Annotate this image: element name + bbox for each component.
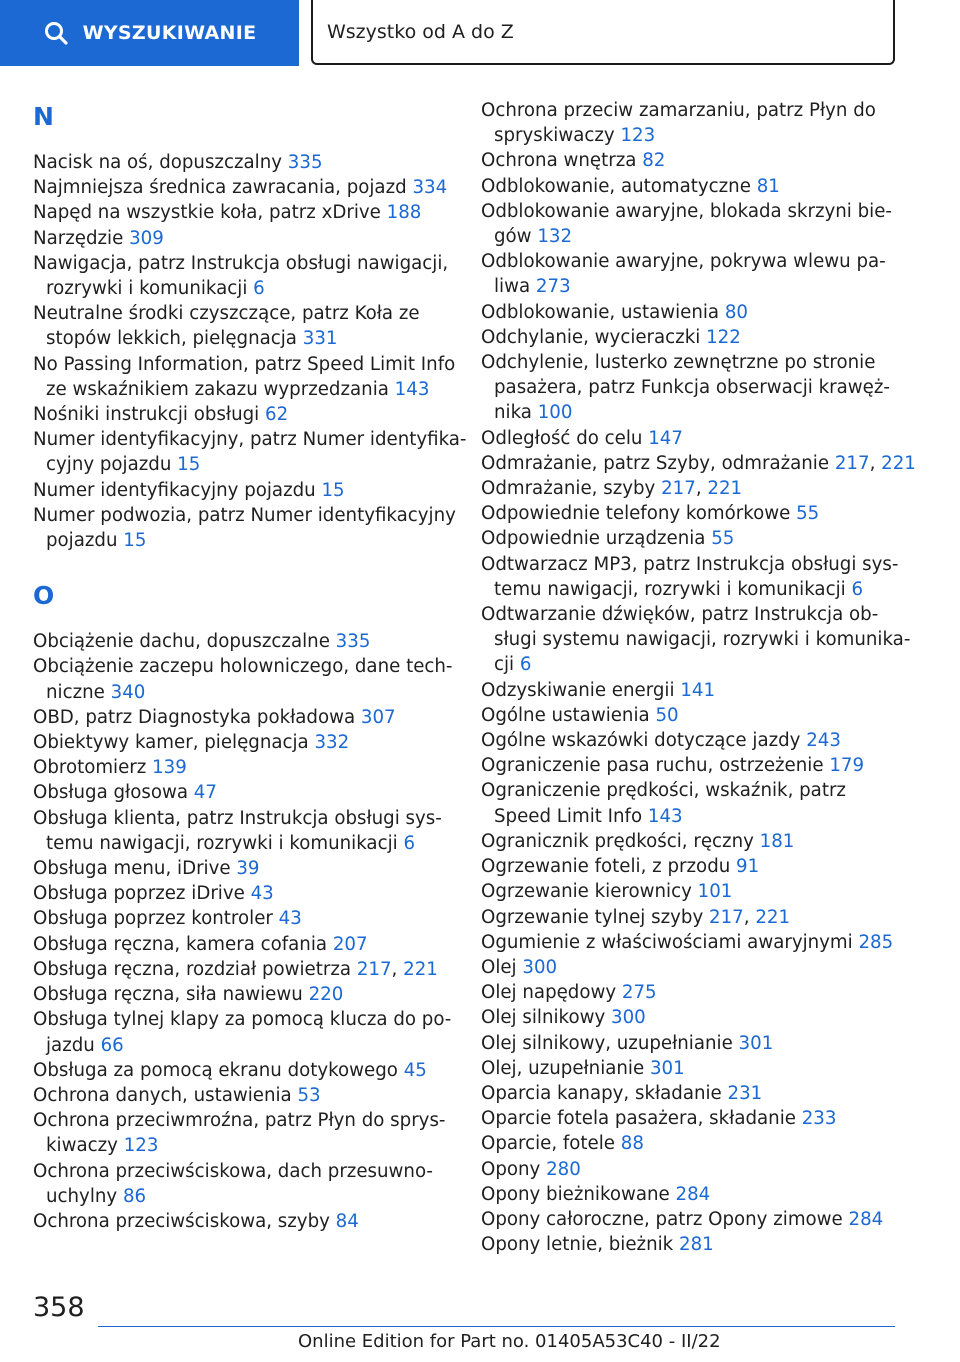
index-entry — [33, 654, 453, 704]
index-entry-text: pasażera, patrz Funkcja obserwacji krawęż- — [494, 377, 890, 399]
index-entry — [481, 778, 901, 828]
page-link[interactable]: 143 — [394, 378, 430, 400]
index-entry — [481, 148, 901, 173]
page-link[interactable]: 188 — [386, 202, 422, 224]
index-entry — [33, 503, 456, 553]
page-link[interactable]: 50 — [655, 704, 679, 726]
page-link[interactable]: 300 — [522, 956, 558, 978]
index-entry: Odmrażanie, patrz Szyby, odmrażanie 217, 221 — [481, 452, 916, 474]
index-entry — [481, 854, 901, 879]
index-entry-text: nika — [494, 402, 538, 424]
page-link[interactable]: 143 — [647, 805, 683, 827]
page-link[interactable]: 301 — [649, 1057, 685, 1079]
index-entry-text: Oparcie fotela pasażera, składanie — [481, 1108, 802, 1130]
page-link[interactable]: 231 — [727, 1082, 763, 1104]
index-entry-text: Obiektywy kamer, pielęgnacja — [33, 732, 315, 754]
page-link[interactable]: 221 — [881, 452, 916, 474]
index-entry-text: Opony całoroczne, patrz Opony zimowe — [481, 1208, 849, 1230]
index-entry-text: Ogólne wskazówki dotyczące jazdy — [481, 730, 807, 752]
page-link[interactable]: 53 — [297, 1084, 321, 1106]
index-entry-text: Odzyskiwanie energii — [481, 679, 681, 701]
index-entry-text: Odchylanie, wycieraczki — [481, 326, 707, 348]
index-entry — [33, 1209, 453, 1234]
index-entry-text: kiwaczy — [46, 1135, 124, 1157]
index-list-o-left — [33, 629, 453, 1234]
search-tab-label: WYSZUKIWANIE — [82, 22, 257, 44]
footer-divider — [98, 1326, 895, 1327]
index-entry-text: spryskiwaczy — [494, 125, 621, 147]
page-link[interactable]: 300 — [611, 1007, 646, 1029]
index-entry — [33, 1058, 453, 1083]
index-entry-text: temu nawigacji, rozrywki i komunikacji — [46, 832, 404, 854]
index-entry-text: Obsługa poprzez kontroler — [33, 908, 279, 930]
index-entry-text: Nośniki instrukcji obsługi — [33, 404, 265, 426]
page-link[interactable]: 80 — [724, 301, 749, 323]
index-entry — [33, 705, 453, 730]
index-entry-text: Ograniczenie prędkości, wskaźnik, patrz — [481, 780, 846, 802]
page-link[interactable]: 273 — [535, 276, 571, 298]
page-link[interactable]: 217 — [356, 958, 392, 980]
index-entry — [33, 629, 453, 654]
section-letter-o: O — [33, 581, 55, 611]
index-entry-text: Obsługa ręczna, rozdział powietrza — [33, 958, 357, 980]
page-link[interactable]: 331 — [302, 328, 338, 350]
index-entry — [481, 199, 901, 249]
page-link[interactable]: 15 — [123, 530, 147, 552]
index-entry — [481, 501, 901, 526]
index-entry — [33, 1083, 453, 1108]
index-entry-text: niczne — [46, 681, 111, 703]
page-link[interactable]: 217 — [709, 906, 744, 928]
index-entry-text: Olej, uzupełnianie — [481, 1057, 650, 1079]
index-entry-text: Obsługa głosowa — [33, 782, 194, 804]
index-entry-text: liwa — [494, 276, 536, 298]
page-link[interactable]: 122 — [706, 326, 741, 348]
page-link[interactable]: 45 — [403, 1059, 427, 1081]
index-entry-text: Ochrona przeciwściskowa, szyby — [33, 1210, 336, 1232]
index-entry-text: Nacisk na oś, dopuszczalny — [33, 152, 288, 173]
page-link[interactable]: 139 — [152, 757, 187, 779]
index-entry — [481, 300, 901, 325]
page-link[interactable]: 275 — [621, 982, 657, 1004]
index-entry-text: Odmrażanie, szyby — [481, 478, 662, 500]
index-entry — [33, 1007, 453, 1057]
page-link[interactable]: 62 — [265, 404, 289, 426]
index-entry-text: No Passing Information, patrz Speed Limit Info — [33, 353, 456, 375]
page-link[interactable]: 221 — [707, 478, 743, 500]
index-entry-text: Ochrona przeciwmroźna, patrz Płyn do sprys- — [33, 1110, 446, 1132]
page-link[interactable]: 84 — [335, 1210, 359, 1232]
index-entry-text: Opony letnie, bieżnik — [481, 1234, 679, 1256]
index-entry — [481, 753, 901, 778]
search-icon — [43, 20, 69, 46]
index-entry-text: Obsługa ręczna, siła nawiewu — [33, 984, 309, 1006]
index-entry — [481, 552, 901, 602]
page-link[interactable]: 123 — [620, 125, 656, 147]
index-entry — [481, 1207, 901, 1232]
index-entry — [481, 350, 901, 426]
index-entry-text: Numer podwozia, patrz Numer identyfikacyjny — [33, 504, 456, 526]
index-entry-text: Obrotomierz — [33, 757, 153, 779]
index-entry — [481, 980, 901, 1005]
index-entry — [33, 806, 453, 856]
index-entry-text: Odblokowanie, ustawienia — [481, 301, 725, 323]
index-entry-text: Ochrona danych, ustawienia — [33, 1084, 298, 1106]
index-entry-text: jazdu — [46, 1034, 101, 1056]
page-link[interactable]: 91 — [736, 856, 760, 878]
index-entry-text: Obsługa klienta, patrz Instrukcja obsługi sys- — [33, 807, 442, 829]
page-link[interactable]: 207 — [332, 933, 368, 955]
index-entry-text: Obsługa menu, iDrive — [33, 858, 237, 880]
index-entry-text: Nawigacja, patrz Instrukcja obsługi nawigacji, — [33, 252, 449, 274]
index-entry-text: Odblokowanie, automatyczne — [481, 175, 757, 197]
index-entry-text: OBD, patrz Diagnostyka pokładowa — [33, 706, 361, 728]
index-entry — [481, 678, 901, 703]
page-link[interactable]: 280 — [546, 1158, 581, 1180]
index-entry-text: ze wskaźnikiem zakazu wyprzedzania — [46, 378, 395, 400]
index-entry-text: Najmniejsza średnica zawracania, pojazd — [33, 177, 413, 199]
page-link[interactable]: 43 — [250, 883, 274, 905]
index-entry-text: Numer identyfikacyjny, patrz Numer identyfika- — [33, 429, 467, 451]
index-entry — [481, 1081, 901, 1106]
index-entry-text: Napęd na wszystkie koła, patrz xDrive — [33, 202, 387, 224]
page-link[interactable]: 100 — [537, 402, 573, 424]
page-link[interactable]: 6 — [851, 578, 864, 600]
index-entry — [33, 427, 467, 477]
index-entry-text: Odblokowanie awaryjne, blokada skrzyni bie- — [481, 200, 892, 222]
index-entry-text: cyjny pojazdu — [46, 454, 178, 476]
page-link[interactable]: 217 — [661, 478, 696, 500]
page-link[interactable]: 6 — [253, 278, 265, 300]
index-entry — [33, 200, 453, 225]
index-entry — [481, 829, 901, 854]
page-link[interactable]: 82 — [642, 150, 666, 172]
index-entry-text: Obciążenie dachu, dopuszczalne — [33, 631, 336, 653]
index-entry-text: gów — [494, 226, 538, 248]
page-link[interactable]: 55 — [796, 503, 820, 525]
index-entry — [33, 226, 453, 251]
index-entry — [481, 325, 901, 350]
index-entry-text: Obciążenie zaczepu holowniczego, dane tech- — [33, 656, 453, 678]
section-letter-n: N — [33, 102, 54, 131]
index-entry — [481, 174, 901, 199]
index-entry-text: Ograniczenie pasa ruchu, ostrzeżenie — [481, 755, 830, 777]
index-entry — [33, 881, 453, 906]
page-link[interactable]: 221 — [403, 958, 438, 980]
index-column-left — [33, 98, 467, 1234]
index-entry — [33, 856, 453, 881]
page-link[interactable]: 15 — [177, 454, 201, 476]
index-entry: Odmrażanie, szyby 217, 221 — [481, 478, 743, 500]
page-link[interactable]: 101 — [697, 881, 733, 903]
page-link[interactable]: 309 — [129, 227, 164, 249]
index-entry — [33, 982, 453, 1007]
index-list-o-right — [481, 98, 916, 1257]
index-entry-text: Numer identyfikacyjny pojazdu — [33, 479, 322, 501]
index-entry — [33, 1159, 453, 1209]
section-title: Wszystko od A do Z — [327, 20, 514, 43]
index-entry — [481, 1182, 901, 1207]
page-link[interactable]: 123 — [123, 1135, 159, 1157]
top-navigation — [0, 0, 960, 66]
index-entry-text: Odpowiednie urządzenia — [481, 528, 712, 550]
page-link[interactable]: 285 — [858, 931, 894, 953]
page-link[interactable]: 55 — [711, 528, 735, 550]
index-entry — [33, 906, 453, 931]
index-entry-text: cji — [494, 654, 520, 676]
page-link[interactable]: 15 — [321, 479, 345, 501]
index-entry-text: Odtwarzacz MP3, patrz Instrukcja obsługi sys- — [481, 553, 899, 575]
index-entry — [481, 98, 901, 148]
index-entry — [481, 526, 901, 551]
index-entry — [481, 1031, 901, 1056]
index-entry — [33, 730, 453, 755]
index-entry — [481, 602, 911, 678]
page-link[interactable]: 66 — [100, 1034, 124, 1056]
index-entry — [481, 728, 901, 753]
page-link[interactable]: 284 — [675, 1183, 711, 1205]
search-tab-button[interactable] — [0, 0, 299, 66]
page-link[interactable]: 220 — [308, 984, 344, 1006]
page-link[interactable]: 181 — [759, 830, 795, 852]
index-entry — [481, 1005, 901, 1030]
page-number: 358 — [33, 1292, 85, 1323]
page-link[interactable]: 335 — [287, 152, 323, 173]
page-link[interactable]: 284 — [848, 1208, 884, 1230]
page-link[interactable]: 132 — [537, 226, 573, 248]
page-link[interactable]: 147 — [648, 427, 683, 449]
index-entry-text: rozrywki i komunikacji — [46, 278, 254, 300]
index-entry — [481, 1157, 901, 1182]
index-entry — [33, 251, 453, 301]
page-link[interactable]: 47 — [193, 782, 217, 804]
index-entry-text: Ogrzewanie foteli, z przodu — [481, 856, 737, 878]
index-entry — [33, 150, 453, 175]
page-link[interactable]: 301 — [738, 1032, 774, 1054]
page-link[interactable]: 43 — [278, 908, 302, 930]
index-entry-text: Olej silnikowy — [481, 1007, 611, 1029]
index-entry-text: Ogólne ustawienia — [481, 704, 656, 726]
page-link[interactable]: 307 — [360, 706, 396, 728]
index-entry-text: Olej — [481, 956, 523, 978]
page-link[interactable]: 6 — [403, 832, 416, 854]
index-entry-text: Oparcie, fotele — [481, 1133, 621, 1155]
index-entry — [33, 478, 453, 503]
index-list-n — [33, 150, 467, 553]
index-entry-text: sługi systemu nawigacji, rozrywki i komunika- — [494, 629, 911, 651]
index-entry-text: Ogrzewanie tylnej szyby — [481, 906, 710, 928]
page-link[interactable]: 332 — [314, 732, 350, 754]
page-link[interactable]: 141 — [680, 679, 716, 701]
index-entry-text: Odchylenie, lusterko zewnętrzne po stronie — [481, 352, 876, 374]
page-link[interactable]: 281 — [679, 1234, 714, 1256]
page-link[interactable]: 340 — [110, 681, 146, 703]
index-entry-text: Ochrona przeciw zamarzaniu, patrz Płyn do — [481, 100, 876, 121]
index-entry-text: Ochrona wnętrza — [481, 150, 643, 172]
index-entry — [33, 352, 456, 402]
index-entry — [33, 1108, 453, 1158]
page-link[interactable]: 217 — [834, 452, 870, 474]
index-entry — [33, 402, 453, 427]
section-title-tab[interactable] — [311, 0, 895, 65]
index-entry-text: Opony — [481, 1158, 547, 1180]
index-entry-text: Speed Limit Info — [494, 805, 648, 827]
index-entry-text: Ogumienie z właściwościami awaryjnymi — [481, 931, 859, 953]
page-link[interactable]: 88 — [620, 1133, 644, 1155]
page-link[interactable]: 334 — [412, 177, 448, 199]
page-link[interactable]: 39 — [236, 858, 260, 880]
index-entry — [33, 932, 453, 957]
index-entry — [481, 1106, 901, 1131]
index-entry-text: Odblokowanie awaryjne, pokrywa wlewu pa- — [481, 251, 886, 273]
edition-text: Online Edition for Part no. 01405A53C40 - II/22 — [298, 1331, 721, 1352]
page-link[interactable]: 221 — [755, 906, 791, 928]
index-entry-text: Olej silnikowy, uzupełnianie — [481, 1032, 739, 1054]
index-entry — [481, 1056, 901, 1081]
index-entry-text: Ochrona przeciwściskowa, dach przesuwno- — [33, 1160, 433, 1182]
index-entry — [481, 1232, 901, 1257]
index-entry-text: Obsługa ręczna, kamera cofania — [33, 933, 333, 955]
index-entry — [481, 703, 901, 728]
index-entry-text: pojazdu — [46, 530, 124, 552]
index-entry — [481, 249, 901, 299]
index-entry-text: Ogranicznik prędkości, ręczny — [481, 830, 760, 852]
page-link[interactable]: 6 — [519, 654, 532, 676]
page-link[interactable]: 81 — [756, 175, 780, 197]
page-link[interactable]: 86 — [122, 1185, 147, 1207]
index-entry-text: Obsługa poprzez iDrive — [33, 883, 251, 905]
index-entry — [481, 426, 901, 451]
index-entry: Obsługa ręczna, rozdział powietrza 217, 221 — [33, 958, 438, 980]
index-entry — [481, 930, 901, 955]
page-link[interactable]: 243 — [806, 730, 841, 752]
index-entry-text: Odtwarzanie dźwięków, patrz Instrukcja ob- — [481, 604, 879, 626]
index-entry-text: uchylny — [46, 1185, 123, 1207]
index-column-right — [481, 98, 916, 1257]
index-entry: Ogrzewanie tylnej szyby 217, 221 — [481, 906, 791, 928]
index-entry-text: Odmrażanie, patrz Szyby, odmrażanie — [481, 452, 835, 474]
index-entry-text: Oparcia kanapy, składanie — [481, 1082, 728, 1104]
index-entry — [33, 175, 453, 200]
index-entry-text: Obsługa tylnej klapy za pomocą klucza do po- — [33, 1009, 452, 1031]
index-entry-text: Narzędzie — [33, 227, 130, 249]
index-entry-text: Obsługa za pomocą ekranu dotykowego — [33, 1059, 404, 1081]
index-entry-text: Olej napędowy — [481, 982, 622, 1004]
page-link[interactable]: 233 — [801, 1108, 837, 1130]
index-entry-text: Ogrzewanie kierownicy — [481, 881, 698, 903]
index-entry-text: Opony bieżnikowane — [481, 1183, 676, 1205]
page-link[interactable]: 335 — [335, 631, 371, 653]
index-entry-text: temu nawigacji, rozrywki i komunikacji — [494, 578, 852, 600]
index-entry-text: Odległość do celu — [481, 427, 649, 449]
index-entry — [481, 955, 901, 980]
index-entry — [481, 1131, 901, 1156]
page-link[interactable]: 179 — [829, 755, 865, 777]
index-entry-text: stopów lekkich, pielęgnacja — [46, 328, 303, 350]
index-entry — [481, 879, 901, 904]
index-entry — [33, 301, 453, 351]
index-entry — [33, 755, 453, 780]
index-entry-text: Odpowiednie telefony komórkowe — [481, 503, 797, 525]
index-entry-text: Neutralne środki czyszczące, patrz Koła ze — [33, 303, 420, 325]
index-entry — [33, 780, 453, 805]
